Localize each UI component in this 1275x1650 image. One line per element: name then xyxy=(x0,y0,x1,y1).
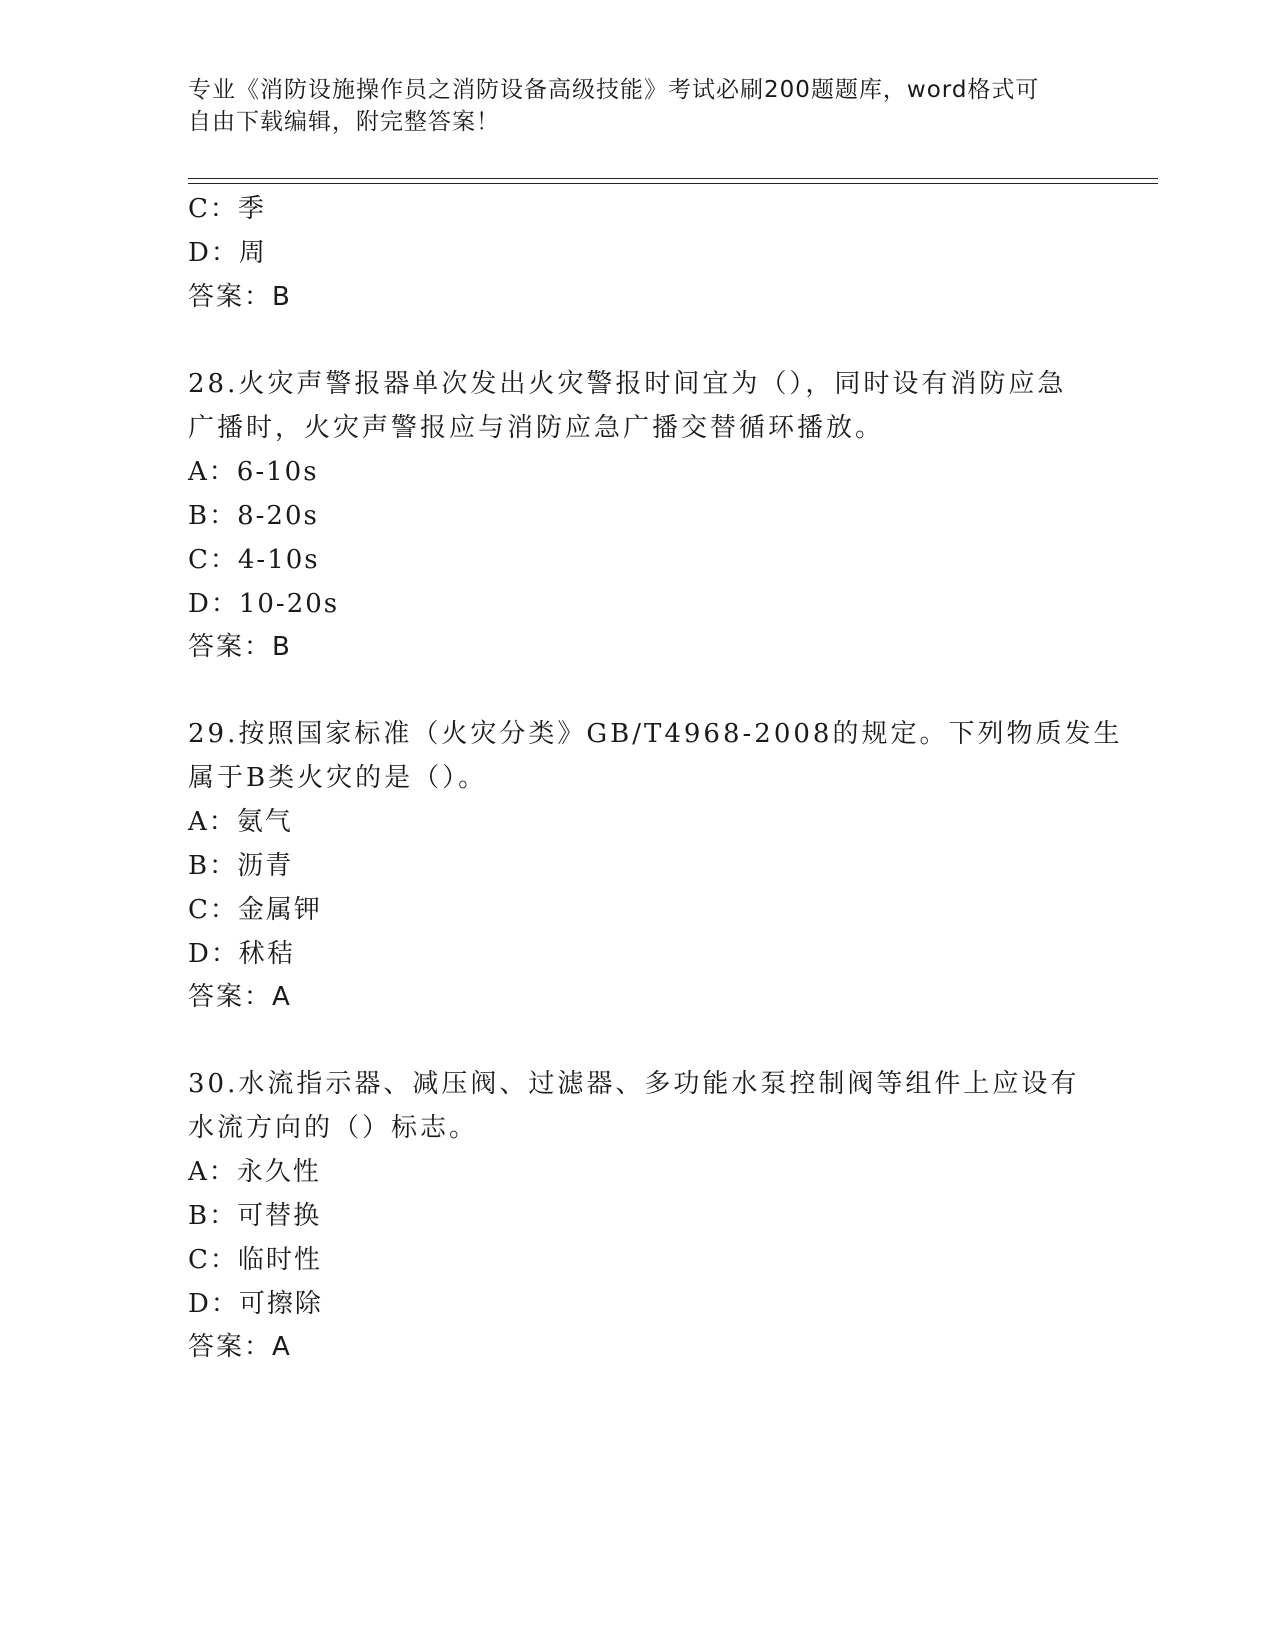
header-title-line-1: 专业《消防设施操作员之消防设备高级技能》考试必刷200题题库，word格式可 xyxy=(188,77,1040,103)
q29-option-c: C：金属钾 xyxy=(188,895,322,925)
q30-option-a: A：永久性 xyxy=(188,1157,321,1187)
q28-answer: 答案：B xyxy=(188,632,292,662)
q28-option-c: C：4-10s xyxy=(188,545,320,575)
header-divider-top xyxy=(188,178,1158,179)
q29-stem-line-2: 属于B类火灾的是（）。 xyxy=(188,763,488,793)
q30-option-b: B：可替换 xyxy=(188,1201,322,1231)
q27-answer: 答案：B xyxy=(188,282,292,312)
q30-option-d: D：可擦除 xyxy=(188,1289,323,1319)
q28-option-d: D：10-20s xyxy=(188,589,340,619)
q28-option-a: A：6-10s xyxy=(188,457,319,487)
q29-option-a: A：氨气 xyxy=(188,807,293,837)
q27-option-c: C：季 xyxy=(188,194,266,224)
q27-option-d: D：周 xyxy=(188,238,267,268)
q29-option-d: D：秫秸 xyxy=(188,939,295,969)
q29-option-b: B：沥青 xyxy=(188,851,294,881)
q30-stem-line-1: 30.水流指示器、减压阀、过滤器、多功能水泵控制阀等组件上应设有 xyxy=(188,1069,1080,1099)
q29-stem-line-1: 29.按照国家标准（火灾分类》GB/T4968-2008的规定。下列物质发生 xyxy=(188,719,1123,749)
header-divider-bottom xyxy=(188,183,1158,184)
q28-option-b: B：8-20s xyxy=(188,501,319,531)
q28-stem-line-2: 广播时，火灾声警报应与消防应急广播交替循环播放。 xyxy=(188,413,885,443)
page-header xyxy=(188,74,1068,138)
q30-answer: 答案：A xyxy=(188,1332,292,1362)
q30-stem-line-2: 水流方向的（）标志。 xyxy=(188,1113,479,1143)
q30-option-c: C：临时性 xyxy=(188,1245,322,1275)
header-title-line-2: 自由下载编辑，附完整答案！ xyxy=(188,109,500,135)
q28-stem-line-1: 28.火灾声警报器单次发出火灾警报时间宜为（），同时设有消防应急 xyxy=(188,369,1067,399)
q29-answer: 答案：A xyxy=(188,982,292,1012)
